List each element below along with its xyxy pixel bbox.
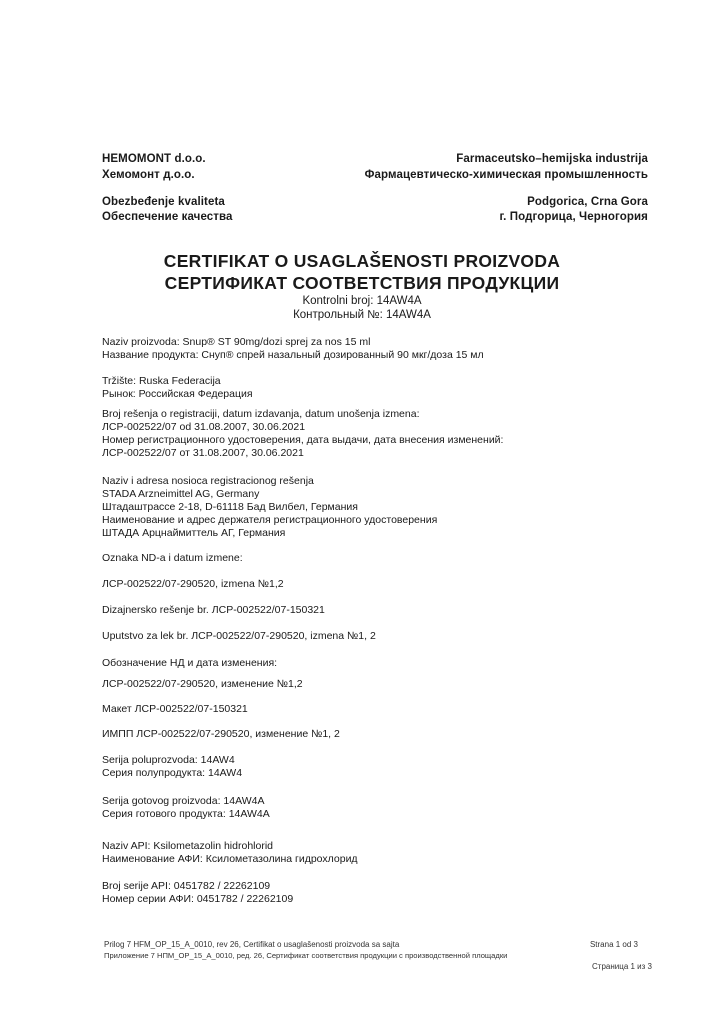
final-product-batch-latin: Serija gotovog proizvoda: 14AW4A (102, 795, 265, 807)
product-name-cyrillic: Название продукта: Снуп® спрей назальный дозированный 90 мкг/доза 15 мл (102, 349, 484, 361)
holder-name-cyrillic: ШТАДА Арцнаймиттель АГ, Германия (102, 527, 286, 539)
industry-cyrillic: Фармацевтическо-химическая промышленность (364, 169, 648, 181)
company-name-cyrillic: Хемомонт д.о.о. (102, 169, 195, 181)
semi-product-batch-cyrillic: Серия полупродукта: 14AW4 (102, 767, 243, 779)
api-batch-latin: Broj serije API: 0451782 / 22262109 (102, 880, 271, 892)
city-cyrillic: г. Подгорица, Черногория (499, 211, 648, 223)
holder-label-latin: Naziv i adresa nosioca registracionog rešenja (102, 475, 314, 487)
leaflet-latin: Uputstvo za lek br. ЛСР-002522/07-290520, izmena №1, 2 (102, 630, 376, 642)
api-batch-cyrillic: Номер серии АФИ: 0451782 / 22262109 (102, 893, 294, 905)
control-number-cyrillic: Контрольный №: 14AW4A (293, 309, 431, 321)
document-title-latin: CERTIFIKAT O USAGLAŠENOSTI PROIZVODA (163, 251, 561, 271)
nd-label-cyrillic: Обозначение НД и дата изменения: (102, 657, 278, 669)
product-name-latin: Naziv proizvoda: Snup® ST 90mg/dozi sprej za nos 15 ml (102, 336, 371, 348)
registration-value-latin: ЛСР-002522/07 od 31.08.2007, 30.06.2021 (102, 421, 306, 433)
holder-label-cyrillic: Наименование и адрес держателя регистрационного удостоверения (102, 514, 438, 526)
design-solution-latin: Dizajnersko rešenje br. ЛСР-002522/07-150321 (102, 604, 325, 616)
registration-value-cyrillic: ЛСР-002522/07 от 31.08.2007, 30.06.2021 (102, 447, 304, 459)
city-latin: Podgorica, Crna Gora (527, 196, 648, 208)
control-number-latin: Kontrolni broj: 14AW4A (302, 295, 422, 307)
quality-dept-cyrillic: Обеспечение качества (102, 211, 233, 223)
holder-name-latin: STADA Arzneimittel AG, Germany (102, 488, 260, 500)
footer-page-latin: Strana 1 od 3 (589, 940, 638, 949)
market-latin: Tržište: Ruska Federacija (102, 375, 221, 387)
document-title-cyrillic: СЕРТИФИКАТ СООТВЕТСТВИЯ ПРОДУКЦИИ (164, 273, 560, 293)
api-name-cyrillic: Наименование АФИ: Ксилометазолина гидрохлорид (102, 853, 358, 865)
quality-dept-latin: Obezbeđenje kvaliteta (102, 196, 225, 208)
api-name-latin: Naziv API: Ksilometazolin hidrohlorid (102, 840, 273, 852)
market-cyrillic: Рынок: Российская Федерация (102, 388, 253, 400)
registration-label-latin: Broj rešenja o registraciji, datum izdavanja, datum unošenja izmena: (102, 408, 420, 420)
footer-annex-cyrillic: Приложение 7 НПМ_OP_15_A_0010, ред. 26, Сертификат соответствия продукции с производственной площадки (104, 951, 508, 960)
nd-value-latin: ЛСР-002522/07-290520, izmena №1,2 (102, 578, 284, 590)
leaflet-cyrillic: ИМПП ЛСР-002522/07-290520, изменение №1, 2 (102, 728, 340, 740)
footer-annex-latin: Prilog 7 HFM_OP_15_A_0010, rev 26, Certifikat o usaglašenosti proizvoda sa sajta (104, 940, 400, 949)
holder-address: Штадаштрассе 2-18, D-61118 Бад Вилбел, Германия (102, 501, 358, 513)
final-product-batch-cyrillic: Серия готового продукта: 14AW4A (102, 808, 270, 820)
registration-label-cyrillic: Номер регистрационного удостоверения, дата выдачи, дата внесения изменений: (102, 434, 504, 446)
semi-product-batch-latin: Serija poluprozvoda: 14AW4 (102, 754, 235, 766)
design-solution-cyrillic: Макет ЛСР-002522/07-150321 (102, 703, 248, 715)
footer-page-cyrillic: Страница 1 из 3 (592, 962, 652, 971)
nd-label-latin: Oznaka ND-a i datum izmene: (102, 552, 243, 564)
nd-value-cyrillic: ЛСР-002522/07-290520, изменение №1,2 (102, 678, 303, 690)
industry-latin: Farmaceutsko–hemijska industrija (456, 153, 648, 165)
company-name-latin: HEMOMONT d.o.o. (102, 153, 206, 165)
